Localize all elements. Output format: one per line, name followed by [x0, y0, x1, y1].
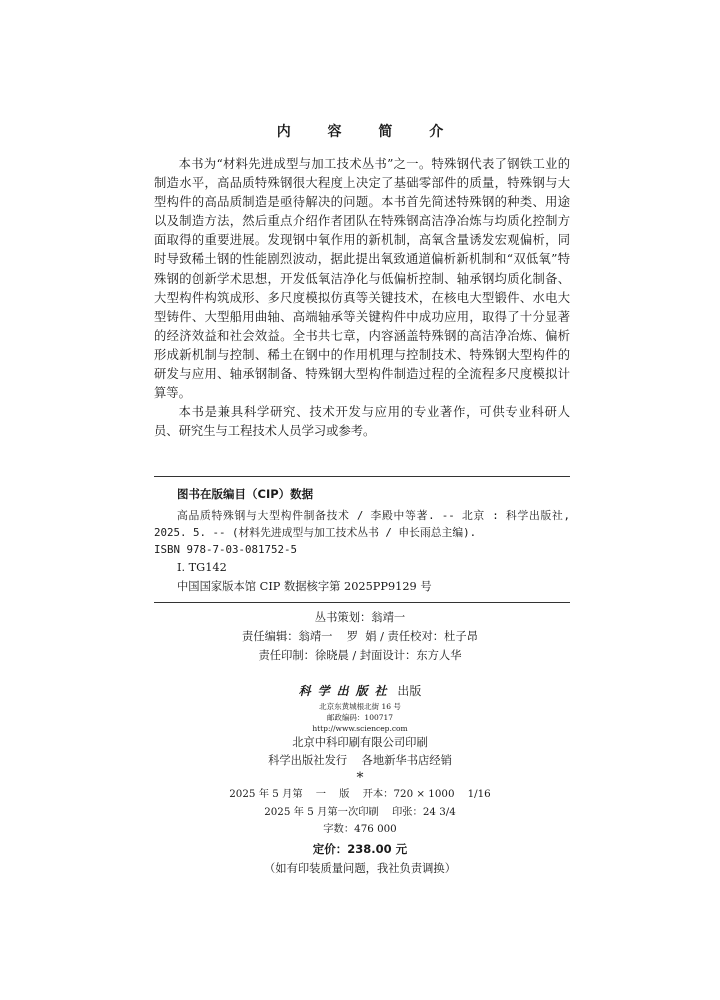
quality-notice: （如有印装质量问题，我社负责调换） [263, 861, 457, 875]
publisher-suffix: 出版 [397, 684, 422, 698]
distribution: 科学出版社发行 各地新华书店经销 [268, 754, 452, 767]
cip-description: 高品质特殊钢与大型构件制备技术 / 李殿中等著. -- 北京 : 科学出版社, 2025. 5. -- (材料先进成型与加工技术丛书 / 申长雨总主编). [154, 508, 570, 539]
print-sheets: 2025 年 5 月第一次印刷 印张：24 3/4 [264, 805, 456, 818]
intro-paragraph-2: 本书是兼具科学研究、技术开发与应用的专业著作，可供专业科研人员、研究生与工程技术人员学习或参考。 [154, 405, 570, 439]
series-planner: 丛书策划：翁靖一 [314, 611, 406, 624]
publisher-postcode: 邮政编码：100717 [326, 713, 394, 722]
word-count: 字数：476 000 [323, 823, 397, 835]
cip-data-block [154, 476, 570, 603]
publisher-logo-name: 科学出版社 [298, 684, 394, 698]
edition-format: 2025 年 5 月第 一 版 开本：720 × 1000 1/16 [229, 788, 491, 800]
responsible-editors: 责任编辑：翁靖一 罗 娟 / 责任校对：杜子昂 [242, 630, 478, 643]
publisher-url: http://www.sciencep.com [312, 724, 408, 733]
publisher-address: 北京东黄城根北街 16 号 [319, 702, 401, 711]
cip-classification: Ⅰ. TG142 [177, 561, 227, 575]
page-title: 内 容 简 介 [276, 124, 460, 140]
cip-isbn: ISBN 978-7-03-081752-5 [154, 542, 298, 556]
intro-section [154, 155, 570, 441]
printer: 北京中科印刷有限公司印刷 [292, 736, 428, 749]
intro-paragraph-1: 本书为“材料先进成型与加工技术丛书”之一。特殊钢代表了钢铁工业的制造水平，高品质特殊钢很大程度上决定了基础零部件的质量，特殊钢与大型构件的高品质制造是亟待解决的问题。本书首先简述特殊钢的种类、用途以及制造方法，然后重点介绍作者团队在特殊钢高洁净冶炼与均质化控制方面取得的重要进展。发现钢中氧作用的新机制，高氧含量诱发宏观偏析，同时导致稀土钢的性能剧烈波动，据此提出氧致通道偏析新机制和“双低氧”特殊钢的创新学术思想，开发低氧洁净化与低偏析控制、轴承钢均质化制备、大型构件构筑成形、多尺度模拟仿真等关键技术，在核电大型锻件、水电大型铸件、大型船用曲轴、高端轴承等关键构件中成功应用，取得了十分显著的经济效益和社会效益。全书共七章，内容涵盖特殊钢的高洁净冶炼、偏析形成新机制与控制、稀土在钢中的作用机理与控制技术、特殊钢大型构件的研发与应用、轴承钢制备、特殊钢大型构件制造过程的全流程多尺度模拟计算等。 [154, 157, 570, 401]
credits-block [0, 608, 720, 665]
separator-star: * [356, 770, 364, 786]
printing-and-cover-design: 责任印制：徐晓晨 / 封面设计：东方人华 [258, 649, 462, 662]
cip-heading: 图书在版编目（CIP）数据 [177, 487, 314, 501]
publisher-block [0, 681, 720, 879]
price: 定价：238.00 元 [312, 841, 408, 856]
cip-approval: 中国国家版本馆 CIP 数据核字第 2025PP9129 号 [177, 579, 432, 593]
publisher-line [0, 681, 720, 701]
